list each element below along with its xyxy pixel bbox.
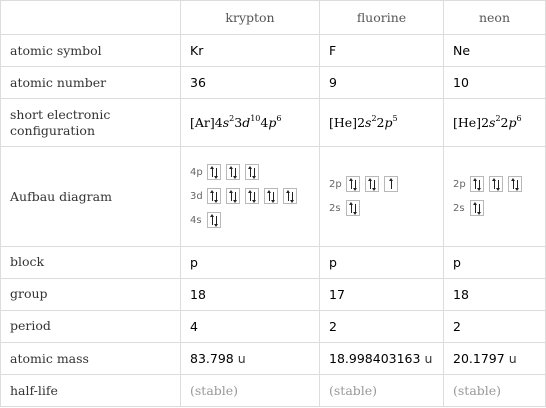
cell-neon-half-life: (stable) [444,374,546,406]
mass-value: 83.798 [190,350,234,366]
orbital-box [226,188,240,204]
cell-krypton-mass [181,342,320,374]
cell-krypton-symbol: Kr [181,35,320,67]
config-subshell: $2s^2$ [481,114,501,131]
spin-down-arrow-icon [477,202,482,215]
row-label-atomic-number: atomic number [1,67,181,99]
table-row [1,374,546,406]
spin-down-arrow-icon [353,202,358,215]
row-label-group: group [1,278,181,310]
orbital-label: 4s [190,214,202,226]
table-row [1,67,546,99]
table-row [1,342,546,374]
spin-down-arrow-icon [252,190,257,203]
cell-neon-mass [444,342,546,374]
row-label-period: period [1,310,181,342]
orbital-box [508,176,522,192]
mass-unit: u [424,350,433,366]
table-row [1,246,546,278]
orbital-box [207,188,221,204]
row-label-aufbau: Aufbau diagram [1,147,181,246]
corner-cell [1,1,181,35]
mass-value: 18.998403163 [329,350,421,366]
cell-neon-aufbau [444,147,546,246]
spin-down-arrow-icon [372,178,377,191]
config-subshell: $4p^6$ [260,114,282,131]
electron-config [453,115,522,130]
table-row [1,310,546,342]
cell-fluorine-config [320,99,444,147]
spin-down-arrow-icon [214,214,219,227]
spin-up-arrow-icon [389,178,394,191]
orbital-row [190,208,310,232]
table-row [1,147,546,246]
cell-krypton-aufbau [181,147,320,246]
orbital-box [207,212,221,228]
spin-down-arrow-icon [214,166,219,179]
orbital-box [384,176,398,192]
table-row [1,278,546,310]
spin-down-arrow-icon [214,190,219,203]
orbital-label: 4p [190,166,203,178]
electron-config [329,115,398,130]
row-label-block: block [1,246,181,278]
cell-neon-period: 2 [444,310,546,342]
aufbau-diagram [190,160,310,232]
orbital-row [453,172,536,196]
orbital-row [190,184,310,208]
spin-down-arrow-icon [353,178,358,191]
aufbau-diagram [329,172,434,220]
cell-fluorine-aufbau [320,147,444,246]
column-header-krypton: krypton [181,1,320,35]
cell-neon-symbol: Ne [444,35,546,67]
spin-down-arrow-icon [233,190,238,203]
mass-unit: u [508,350,517,366]
config-subshell: $4s^2$ [214,114,235,131]
spin-down-arrow-icon [496,178,501,191]
orbital-box [470,176,484,192]
cell-krypton-number: 36 [181,67,320,99]
config-subshell: $2p^6$ [500,114,522,131]
spin-down-arrow-icon [477,178,482,191]
row-label-short-config: short electronic configuration [1,99,181,147]
config-subshell: $3d^{10}$ [234,114,261,131]
orbital-label: 2p [453,178,466,190]
cell-neon-number: 10 [444,67,546,99]
cell-neon-group: 18 [444,278,546,310]
row-label-half-life: half-life [1,374,181,406]
electron-config [190,115,281,130]
orbital-box [245,164,259,180]
cell-fluorine-group: 17 [320,278,444,310]
cell-fluorine-block: p [320,246,444,278]
mass-value: 20.1797 [453,350,505,366]
cell-fluorine-symbol: F [320,35,444,67]
cell-fluorine-half-life: (stable) [320,374,444,406]
orbital-box [346,200,360,216]
cell-krypton-config [181,99,320,147]
aufbau-diagram [453,172,536,220]
orbital-box [346,176,360,192]
cell-krypton-half-life: (stable) [181,374,320,406]
cell-fluorine-mass [320,342,444,374]
cell-krypton-period: 4 [181,310,320,342]
mass-unit: u [237,350,246,366]
spin-down-arrow-icon [252,166,257,179]
cell-neon-block: p [444,246,546,278]
orbital-box [489,176,503,192]
orbital-row [190,160,310,184]
orbital-box [226,164,240,180]
orbital-label: 2s [329,202,341,214]
cell-krypton-group: 18 [181,278,320,310]
spin-down-arrow-icon [233,166,238,179]
column-header-neon: neon [444,1,546,35]
orbital-box [365,176,379,192]
orbital-row [453,196,536,220]
config-core: [He] [453,115,482,131]
config-core: [Ar] [190,115,215,131]
orbital-box [207,164,221,180]
config-subshell: $2p^5$ [376,114,398,131]
cell-fluorine-period: 2 [320,310,444,342]
orbital-box [470,200,484,216]
orbital-box [283,188,297,204]
spin-down-arrow-icon [515,178,520,191]
orbital-box [245,188,259,204]
row-label-atomic-mass: atomic mass [1,342,181,374]
orbital-label: 2s [453,202,465,214]
config-subshell: $2s^2$ [357,114,377,131]
spin-down-arrow-icon [290,190,295,203]
table-row [1,99,546,147]
row-label-atomic-symbol: atomic symbol [1,35,181,67]
orbital-box [264,188,278,204]
orbital-row [329,172,434,196]
header-row [1,1,546,35]
spin-down-arrow-icon [271,190,276,203]
orbital-row [329,196,434,220]
cell-fluorine-number: 9 [320,67,444,99]
orbital-label: 2p [329,178,342,190]
orbital-label: 3d [190,190,203,202]
config-core: [He] [329,115,358,131]
table-row [1,35,546,67]
cell-neon-config [444,99,546,147]
column-header-fluorine: fluorine [320,1,444,35]
cell-krypton-block: p [181,246,320,278]
